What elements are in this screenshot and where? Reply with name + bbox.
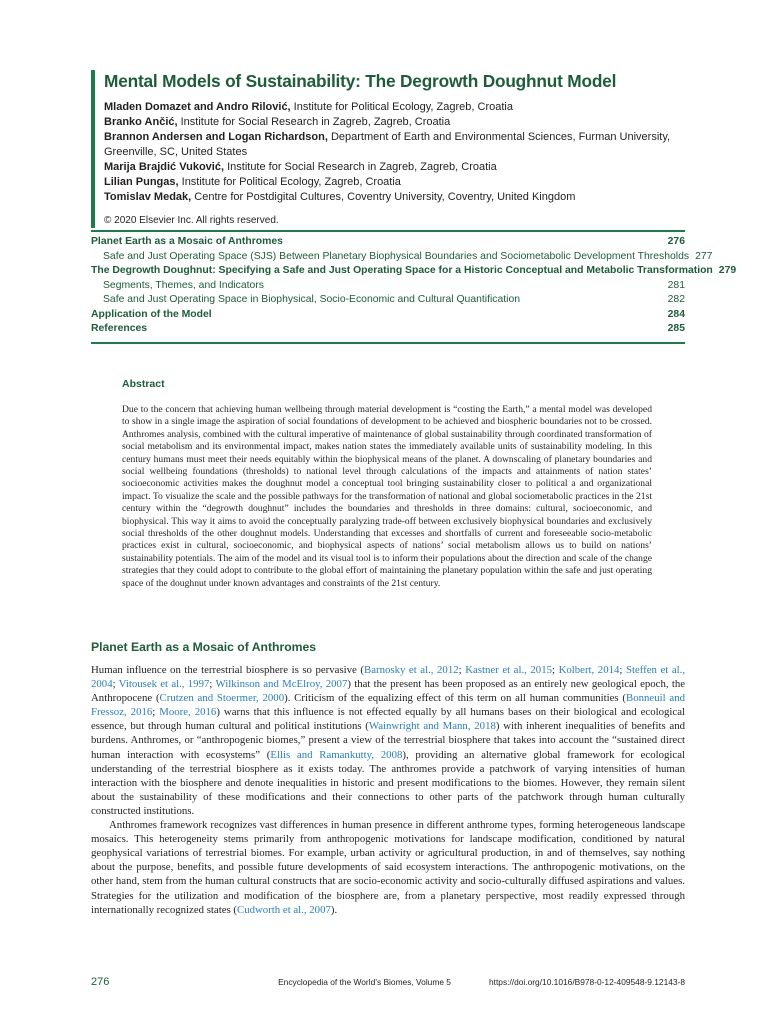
journal-name: Encyclopedia of the World’s Biomes, Volume 5 xyxy=(278,977,451,987)
author-names: Brannon Andersen and Logan Richardson, xyxy=(104,131,328,143)
table-of-contents xyxy=(91,235,737,337)
toc-item-label: The Degrowth Doughnut: Specifying a Safe and Just Operating Space for a Historic Conceptual and Metabolic Transformation xyxy=(91,265,713,276)
body-text: ; xyxy=(552,664,559,676)
citation-link[interactable]: Wilkinson and McElroy, 2007 xyxy=(215,678,348,691)
citation-link[interactable]: Barnosky et al., 2012 xyxy=(364,664,459,676)
section-body xyxy=(91,663,685,917)
body-text: ) that the present has been proposed as an entirely new geological epoch, the Anthropocene ( xyxy=(91,678,686,705)
toc-item[interactable] xyxy=(91,279,685,294)
author-affiliation: Department of Earth and Environmental Sciences, Furman University, Greenville, SC, United States xyxy=(104,131,671,158)
abstract-text: Due to the concern that achieving human wellbeing through material development is “costing the Earth,” a mental model was developed to show in a single image the aspiration of social foundations of development to be achieved and biospheric boundaries not to be crossed. Anthromes analysis, combined with the cultural imperative of maintenance of global sustainability through coordinated transformation of social metabolism and its environmental impact, makes nation states the immediately available units of sustainability modeling. In this century humans must meet their needs equitably within the biophysical means of the planet. A downscaling of planetary boundaries and social wellbeing foundations (thresholds) to national level through calculations of the impacts and attainments of nation states’ socioeconomic activities makes the doughnut model a conceptual tool bringing sustainability closer to political a and organizational impact. To visualize the scale and the possible pathways for the transformation of national and global sociometabolic practices in the 21st century within the “degrowth doughnut” includes the boundaries and thresholds in three domains: cultural, socioeconomic, and biophysical. This way it aims to avoid the conceptually paralyzing trade-off between exclusively biophysical boundaries and exclusively social thresholds of the other doughnut models. Understanding that excesses and shortfalls of current and foreseeable socio-metabolic practices exist in cultural, socioeconomic, and biophysical aspects of nations’ social metabolism allows us to build on nations’ sustainability potentials. The aim of the model and its visual tool is to inform their populations about the direction and scale of the change strategies that they could adopt to contribute to the global effort of maintaining the planetary population within the safe and just operating space of the doughnut under known advantages and constraints of the 21st century. xyxy=(122,404,652,589)
abstract-heading: Abstract xyxy=(122,378,165,390)
toc-item-label: Safe and Just Operating Space (SJS) Between Planetary Biophysical Boundaries and Sociometabolic Development Thresholds xyxy=(103,250,690,262)
toc-item-label: Planet Earth as a Mosaic of Anthromes xyxy=(91,236,283,247)
body-text: ; xyxy=(112,678,119,691)
author-line xyxy=(104,115,716,130)
citation-link[interactable]: Ellis and Ramankutty, 2008 xyxy=(270,748,403,761)
toc-item-page: 277 xyxy=(695,250,713,262)
toc-item[interactable] xyxy=(91,322,685,337)
toc-item-label: References xyxy=(91,323,148,334)
body-text: ), providing an alternative global framework for ecological understanding of the terrestrial biosphere as it exists today. The anthromes provide a patchwork of varying intensities of human interaction with the biosphere and denote inequalities in historic and present modifications to the biomes. However, they remain silent about the sustainability of these modifications and their connections to other parts of the patchwork through human culturally constructed institutions. xyxy=(91,748,686,817)
author-affiliation: Institute for Social Research in Zagreb, Zagreb, Croatia xyxy=(224,161,497,173)
author-names: Marija Brajdić Vuković, xyxy=(104,161,225,173)
author-affiliation: Institute for Political Ecology, Zagreb, Croatia xyxy=(178,176,401,188)
body-text: ). Criticism of the equalizing effect of this term on all human communities ( xyxy=(284,692,627,705)
copyright-notice: © 2020 Elsevier Inc. All rights reserved. xyxy=(104,215,279,226)
toc-item[interactable] xyxy=(91,308,685,323)
citation-link[interactable]: Kolbert, 2014 xyxy=(558,664,620,676)
citation-link[interactable]: Moore, 2016 xyxy=(159,706,217,719)
toc-item-page: 281 xyxy=(667,279,685,291)
body-text: ) warns that this influence is not effected equally by all humans bases on their biological and ecological essence, but through human cultural and political institutions ( xyxy=(91,706,685,733)
toc-item-label: Safe and Just Operating Space in Biophysical, Socio-Economic and Cultural Quantification xyxy=(103,294,521,305)
body-paragraph xyxy=(91,818,685,917)
body-text: ). xyxy=(330,903,338,916)
toc-top-rule xyxy=(91,230,685,232)
author-names: Tomislav Medak, xyxy=(104,191,192,203)
article-title: Mental Models of Sustainability: The Degrowth Doughnut Model xyxy=(104,71,617,91)
toc-item-label: Application of the Model xyxy=(91,308,212,320)
body-text: ; xyxy=(152,706,160,719)
toc-item-page: 276 xyxy=(667,236,685,247)
doi-link[interactable]: https://doi.org/10.1016/B978-0-12-409548-9.12143-8 xyxy=(488,977,685,987)
author-line xyxy=(104,130,716,160)
body-text: ) with inherent inequalities of benefits and burdens. Anthromes, or “anthropogenic biomes,” present a view of the terrestrial biosphere that takes into account the “sustained direct human interaction with ecosystems” ( xyxy=(91,720,685,761)
author-affiliation: Institute for Political Ecology, Zagreb, Croatia xyxy=(290,101,513,113)
citation-link[interactable]: Kastner et al., 2015 xyxy=(465,664,552,676)
toc-bottom-rule xyxy=(91,342,685,344)
toc-item-label: Segments, Themes, and Indicators xyxy=(103,279,264,291)
author-line xyxy=(104,100,716,115)
toc-item-page: 279 xyxy=(718,265,737,276)
body-text: ; xyxy=(619,664,626,676)
body-text: Human influence on the terrestrial biosphere is so pervasive ( xyxy=(91,664,364,676)
page-number: 276 xyxy=(91,976,110,988)
body-paragraph xyxy=(91,663,685,818)
citation-link[interactable]: Crutzen and Stoermer, 2000 xyxy=(159,692,285,705)
toc-item[interactable] xyxy=(91,235,685,250)
body-text: Anthromes framework recognizes vast differences in human presence in different anthrome types, forming heterogeneous landscape mosaics. This heterogeneity stems primarily from anthropogenic motivations for landscape modification, conditioned by natural geophysical variations of terrestrial biomes. For example, urban activity or agricultural production, in and of themselves, say nothing about the purpose, benefits, and possible future developments of said ecosystem interactions. The anthropogenic motivations, on the other hand, stem from the human cultural constructs that are socio-economic activity and socio-culturally diffused aspirations and values. Strategies for the utilization and modification of the biosphere are, from a planetary perspective, most readily expressed through internationally recognized states ( xyxy=(91,819,685,916)
citation-link[interactable]: Vitousek et al., 1997 xyxy=(118,678,210,691)
article-header xyxy=(91,70,716,228)
body-text: ; xyxy=(209,678,216,691)
page-footer xyxy=(91,976,685,988)
citation-link[interactable]: Cudworth et al., 2007 xyxy=(237,903,331,916)
toc-item[interactable] xyxy=(91,293,685,308)
toc-item-page: 282 xyxy=(667,294,685,305)
citation-link[interactable]: Wainwright and Mann, 2018 xyxy=(368,720,496,733)
body-text: ; xyxy=(458,664,466,676)
author-line xyxy=(104,190,716,205)
author-affiliation: Institute for Social Research in Zagreb, Zagreb, Croatia xyxy=(177,116,451,128)
toc-item-page: 284 xyxy=(667,308,685,320)
citation-link[interactable]: Steffen et al., 2004 xyxy=(91,664,686,691)
author-line xyxy=(104,175,716,190)
author-names: Lilian Pungas, xyxy=(104,176,179,188)
toc-item-page: 285 xyxy=(667,323,685,334)
author-names: Mladen Domazet and Andro Rilović, xyxy=(104,101,291,113)
author-affiliation: Centre for Postdigital Cultures, Coventry University, Coventry, United Kingdom xyxy=(191,191,576,203)
citation-link[interactable]: Bonneuil and Fressoz, 2016 xyxy=(91,692,685,719)
author-line xyxy=(104,160,716,175)
section-heading: Planet Earth as a Mosaic of Anthromes xyxy=(91,640,317,654)
author-list xyxy=(104,100,716,205)
toc-item[interactable] xyxy=(91,250,713,265)
toc-item[interactable] xyxy=(91,264,737,279)
author-names: Branko Ančić, xyxy=(104,116,178,128)
